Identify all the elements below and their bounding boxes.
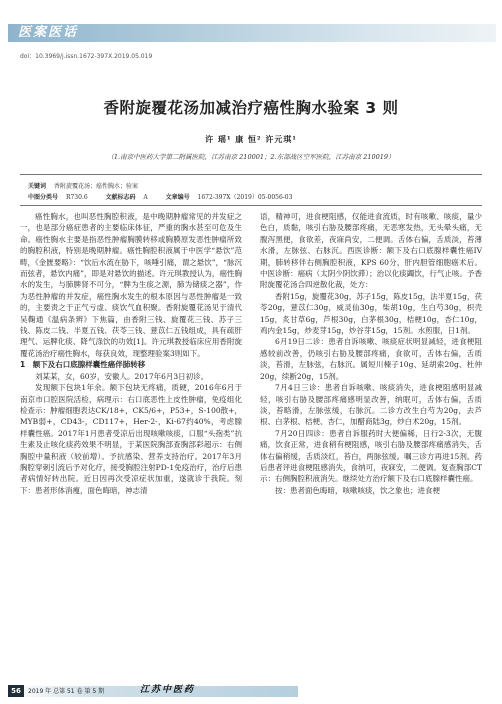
case-1-presentation: 语，精神可，进食梗阻感，仅能进食流质，时有咳嗽、咳痰，量少色白，质黏，咳引右胁及腰部疼痛，无恶寒发热，无头晕头痛，无腹泻黑便，食欲差，夜寐尚安，二便调。舌体右偏，舌质淡，苔薄水滑，左脉弦、右脉沉。西医诊断：额下及右口底腺样囊性癌IV期，肺转移伴右侧胸腔积液，KPS 60分，肝内胆管细胞癌术后。中医诊断：癌病（太阴少阴饮滞）；治以化痰蠲饮，行气止咳。予香附旋覆花汤合四逆散化裁，处方： (260, 212, 482, 290)
metadata-box (20, 174, 482, 206)
doi-text: doi：10.3969/j.issn.1672-397X.2019.05.019 (20, 53, 153, 60)
case-1-third-visit: 7月4日三诊：患者自诉咳嗽、咳痰消失，进食梗阻感明显减轻，咳引右胁及腰部疼痛感明显改善，纳眠可，舌体右偏，舌质淡，苔略滑，左脉弦缓，右脉沉。二诊方改生白芍为20g，去芦根、白茅根、桔梗、杏仁，加醋商陆3g，炒白术20g，15剂。 (260, 383, 482, 427)
article-no-label: 文章编号 (165, 194, 190, 201)
article-title: 香附旋覆花汤加减治疗癌性胸水验案 3 则 (103, 99, 399, 117)
classification-line (28, 192, 292, 201)
clc-value: R730.6 (65, 194, 88, 201)
doc-code-label: 文献标志码 (105, 194, 136, 201)
keywords-label: 关键词 (28, 183, 47, 190)
case-1-heading: 1 额下及右口底腺样囊性癌伴肺转移 (20, 360, 146, 370)
clc-label: 中图分类号 (28, 194, 59, 201)
intro-paragraph: 癌性胸水，也叫恶性胸腔积液，是中晚期肿瘤常见的并发症之一，也是部分癌症患者的主要临床体征，严重的胸水甚至可危及生命。癌性胸水主要是指恶性肿瘤胸膜转移或胸膜原发恶性肿瘤所致的胸腔积液，特别是晚期肿瘤。癌性胸腔积液属于中医学“悬饮”范畴，《金匮要略》：“饮后水流在胁下，咳唾引痛，谓之悬饮”，“脉沉而弦者，悬饮内痛”，即是对悬饮的描述。许元琪教授认为，癌性胸水的发生，与肺脾肾不可分，“脾为生痰之源，肺为储痰之器”，作为恶性肿瘤的并发症，癌性胸水发生的根本原因与恶性肿瘤是一致的，主要责之于正气亏虚、痰饮气血积聚。香附旋覆花汤见于清代吴鞠通《温病条辨》下焦篇，由香附三钱、旋覆花三钱、苏子三钱、陈皮二钱、半夏五钱、茯苓三钱、薏苡仁五钱组成，具有疏肝理气、运脾化痰、降气涤饮的功效[1]。许元琪教授临床应用香附旋覆花汤治疗癌性胸水，每获良效，现整理验案3则如下。 (20, 212, 242, 358)
case-1-commentary: 按：患者面色晦暗，咳嗽咳痰，饮之象也；进食梗 (275, 485, 440, 495)
article-no-value: 1672-397X（2019）05-0056-03 (197, 194, 293, 201)
doc-code-value: A (143, 194, 148, 201)
case-1-second-visit: 6月19日二诊：患者自诉咳嗽、咳痰症状明显减轻，进食梗阻感较前改善，仍咳引右胁及腰部疼痛，食欲可，舌体右偏，舌质淡，苔滑，左脉弦，右脉沉。属短川楝子10g、延胡索20g、杜仲20g，续断20g，15剂。 (260, 337, 482, 381)
article-authors: 许 瑶¹ 康 恒² 许元琪¹ (205, 134, 297, 144)
case-1-patient: 刘某某，女，60岁，安徽人。2017年6月3日初诊。 (35, 371, 209, 381)
case-1-history: 发现额下包块1年余。额下包块无疼痛，质硬，2016年6月于南京市口腔医院活检，病理示：右口底恶性上皮性肿瘤，免疫组化检查示：肿瘤细胞表达CK/18+，CK5/6+，P53+，S-100散+，MYB弱+，CD43-，CD117+，Her-2-，Ki-67约40%，考虑腺样囊性癌。2017年1月患者受凉后出现咳嗽咳痰，口服“头孢类”抗生素及止咳化痰药效果不明显，于某医院胸部查胸部彩超示：右侧胸腔中量积液（较前增）。予抗感染、营养支持治疗。2017年3月胸腔穿刺引流后予对化疗，接受胸腔注射PD-1免疫治疗，治疗后患者病情好转出院。近日因再次受凉症状加重，遂就诊于我院。刻下：患者形体消瘦，面色晦暗，神志清 (20, 383, 242, 495)
body-column-right (260, 211, 482, 496)
issue-info: 2019 年 总第 51 卷 第 5 期 (28, 688, 105, 695)
section-header-band (8, 24, 496, 42)
case-1-prescription: 香附15g，旋覆花30g，苏子15g，陈皮15g，法半夏15g，茯苓20g，薏苡仁30g，威灵仙30g，柴胡10g，生白芍30g，枳壳15g，炙甘草6g，芦根30g，白茅根30g，桔梗10g，杏仁10g，鸡内金15g，炒麦芽15g，炒谷芽15g，15剂。水煎服，日1剂。 (260, 291, 482, 336)
keywords-line (28, 181, 138, 190)
body-column-left (20, 211, 242, 496)
section-label: 医案医话 (18, 25, 79, 40)
author-affiliation: （1.南京中医药大学第二附属医院，江苏南京 210001；2.东部战区空军医院，江苏南京 210019） (107, 153, 395, 161)
page-number: 56 (8, 685, 24, 697)
journal-name: 江苏中医药 (140, 685, 196, 695)
keywords-value: 香附旋覆花汤；癌性胸水；验案 (53, 183, 138, 190)
case-1-fourth-visit: 7月20日四诊：患者自诉服药时大便偏稀，日行2-3次，无腹痛，饮食正常，进食稍有梗阻感，咳引右胁及腰部疼痛感消失，舌体右偏稍缓，舌质淡红，苔白，两脉弦缓。嘱三诊方再进15剂。药后患者评进食梗阻感消失，食纳可，夜寐安，二便调。复查胸部CT示：右侧胸腔积液消失。继续处方治疗额下及右口底腺样囊性癌。 (260, 428, 482, 484)
